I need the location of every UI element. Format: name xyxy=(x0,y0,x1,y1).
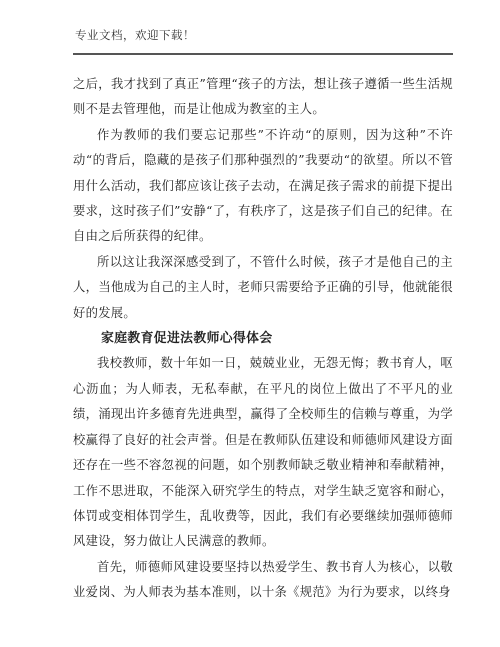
header-divider xyxy=(73,53,453,55)
paragraph-4: 我校教师，数十年如一日，兢兢业业，无怨无悔；教书育人，呕心沥血；为人师表，无私奉献，在平凡的岗位上做出了不平凡的业绩，涌现出许多德育先进典型，赢得了全校师生的信赖与尊重，为学校赢得了良好的社会声誉。但是在教师队伍建设和师德师风建设方面还存在一些不容忽视的问题，如个别教师缺乏敬业精神和奉献精神，工作不思进取，不能深入研究学生的特点，对学生缺乏宽容和耐心，体罚或变相体罚学生，乱收费等，因此，我们有必要继续加强师德师风建设，努力做让人民满意的教师。 xyxy=(73,356,453,549)
paragraph-2: 作为教师的我们要忘记那些”不许动“的原则，因为这种”不许动“的背后，隐藏的是孩子们那种强烈的”我要动“的欲望。所以不管用什么活动，我们都应该让孩子去动，在满足孩子需求的前提下提出要求，这时孩子们”安静“了，有秩序了，这是孩子们自己的纪律。在自由之后所获得的纪律。 xyxy=(73,127,453,244)
paragraph-3: 所以这让我深深感受到了，不管什么时候，孩子才是他自己的主人，当他成为自己的主人时，老师只需要给予正确的引导，他就能很好的发展。 xyxy=(73,254,453,320)
header-text: 专业文档，欢迎下载！ xyxy=(75,28,195,42)
section-heading: 家庭教育促进法教师心得体会 xyxy=(101,331,273,347)
document-body xyxy=(73,72,453,606)
paragraph-5: 首先，师德师风建设要坚持以热爱学生、教书育人为核心，以敬业爱岗、为人师表为基本准则，以十条《规范》为行为要求，以终身 xyxy=(73,559,453,600)
paragraph-1: 之后，我才找到了真正”管理“孩子的方法，想让孩子遵循一些生活规则不是去管理他，而是让他成为教室的主人。 xyxy=(73,77,453,117)
